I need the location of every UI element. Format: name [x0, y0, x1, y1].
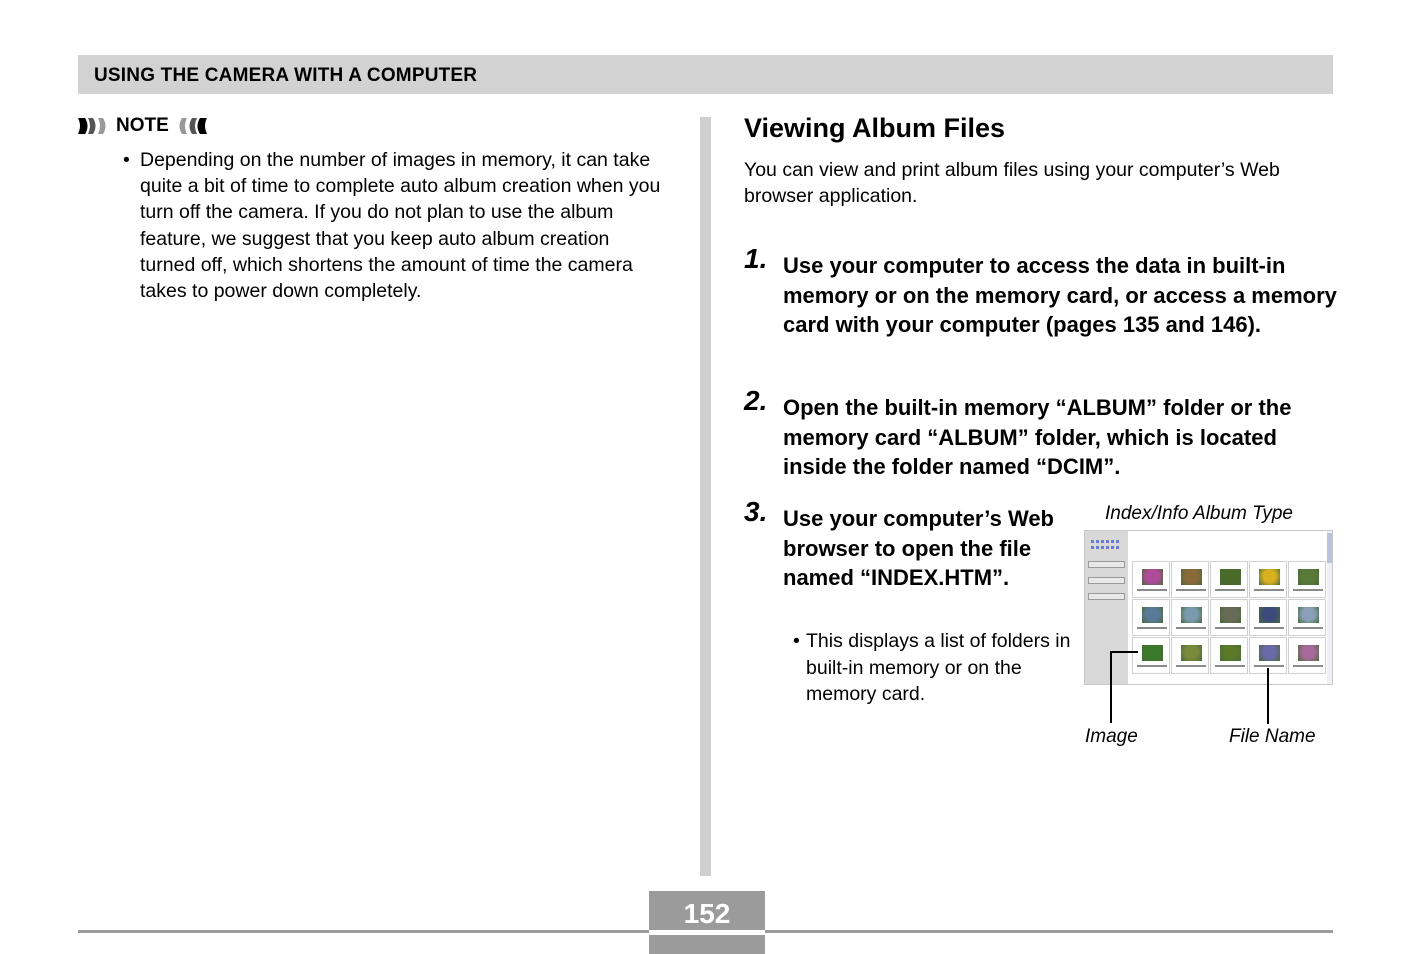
thumbnail-image	[1259, 569, 1280, 585]
thumbnail-image	[1259, 645, 1280, 661]
thumbnail-image	[1298, 569, 1319, 585]
image-caption: Image	[1085, 726, 1138, 747]
album-index-screenshot	[1084, 530, 1333, 685]
note-right-arrows-icon	[175, 117, 207, 135]
thumbnail-cell	[1288, 599, 1326, 636]
file-name-callout-line	[1267, 668, 1269, 724]
header-bar	[78, 55, 1333, 94]
thumbnail-cell	[1210, 637, 1248, 674]
thumbnail-file-name	[1293, 589, 1323, 591]
album-nav-button	[1088, 561, 1125, 568]
thumbnail-image	[1220, 645, 1241, 661]
album-nav-button	[1088, 593, 1125, 600]
thumbnail-cell	[1132, 599, 1170, 636]
thumbnail-image	[1142, 607, 1163, 623]
thumbnail-file-name	[1215, 665, 1245, 667]
sub-bullet-text: This displays a list of folders in built-in memory or on the memory card.	[806, 630, 1071, 705]
note-label: NOTE	[116, 115, 169, 136]
thumbnail-file-name	[1176, 589, 1206, 591]
note-left-arrows-icon	[78, 117, 110, 135]
thumbnail-cell	[1171, 561, 1209, 598]
thumbnail-image	[1181, 645, 1202, 661]
album-nav-button	[1088, 577, 1125, 584]
column-divider	[700, 117, 711, 876]
note-body	[123, 147, 663, 304]
figure-caption: Index/Info Album Type	[1105, 503, 1293, 524]
thumbnail-image	[1298, 607, 1319, 623]
note-heading	[78, 115, 207, 137]
thumbnail-cell	[1132, 561, 1170, 598]
thumbnail-cell	[1288, 637, 1326, 674]
thumbnail-file-name	[1176, 665, 1206, 667]
thumbnail-file-name	[1137, 665, 1167, 667]
thumbnail-cell	[1171, 637, 1209, 674]
step-number: 2.	[744, 385, 768, 416]
thumbnail-image	[1220, 569, 1241, 585]
thumbnail-file-name	[1254, 589, 1284, 591]
note-text: Depending on the number of images in memory, it can take quite a bit of time to complete auto album creation when you turn off the camera. If you do not plan to use the album feature, we suggest that you keep auto album creation turned off, which shortens the amount of time the camera takes to power down completely.	[140, 149, 661, 303]
thumbnail-file-name	[1137, 589, 1167, 591]
thumbnail-file-name	[1215, 589, 1245, 591]
thumbnail-cell	[1249, 599, 1287, 636]
thumbnail-cell	[1210, 561, 1248, 598]
thumbnail-cell	[1288, 561, 1326, 598]
thumbnail-image	[1142, 645, 1163, 661]
page-number: 152	[683, 898, 731, 929]
album-logo-icon	[1091, 540, 1123, 551]
sub-bullet-marker: •	[793, 630, 800, 652]
thumbnail-image	[1142, 569, 1163, 585]
thumbnail-cell	[1210, 599, 1248, 636]
thumbnail-cell	[1249, 561, 1287, 598]
note-bullet: •	[123, 149, 130, 171]
page-number-box	[649, 891, 765, 954]
step-text: Use your computer’s Web browser to open the file named “INDEX.HTM”.	[783, 506, 1054, 591]
step-3-sub-bullet	[793, 628, 1078, 708]
thumbnail-file-name	[1293, 665, 1323, 667]
thumbnail-image	[1298, 645, 1319, 661]
thumbnail-cell	[1171, 599, 1209, 636]
thumbnail-image	[1181, 607, 1202, 623]
thumbnail-image	[1220, 607, 1241, 623]
file-name-caption: File Name	[1229, 726, 1316, 747]
step-text: Use your computer to access the data in built-in memory or on the memory card, or access a memory card with your computer (pages 135 and 146).	[783, 253, 1337, 338]
thumbnail-cell	[1132, 637, 1170, 674]
image-callout-line	[1110, 651, 1138, 653]
thumbnail-file-name	[1215, 627, 1245, 629]
thumbnail-file-name	[1293, 627, 1323, 629]
thumbnail-file-name	[1254, 665, 1284, 667]
thumbnail-image	[1259, 607, 1280, 623]
header-title: USING THE CAMERA WITH A COMPUTER	[94, 65, 478, 86]
step-number: 1.	[744, 243, 768, 274]
step-text: Open the built-in memory “ALBUM” folder or the memory card “ALBUM” folder, which is located inside the folder named “DCIM”.	[783, 395, 1292, 480]
thumbnail-file-name	[1254, 627, 1284, 629]
section-title: Viewing Album Files	[744, 113, 1006, 143]
thumbnail-file-name	[1137, 627, 1167, 629]
step-number: 3.	[744, 496, 768, 527]
section-intro: You can view and print album files using your computer’s Web browser application.	[744, 159, 1280, 207]
image-callout-line	[1110, 651, 1112, 723]
thumbnail-file-name	[1176, 627, 1206, 629]
album-sidebar	[1085, 531, 1128, 685]
album-scrollbar	[1327, 531, 1332, 685]
thumbnail-image	[1181, 569, 1202, 585]
